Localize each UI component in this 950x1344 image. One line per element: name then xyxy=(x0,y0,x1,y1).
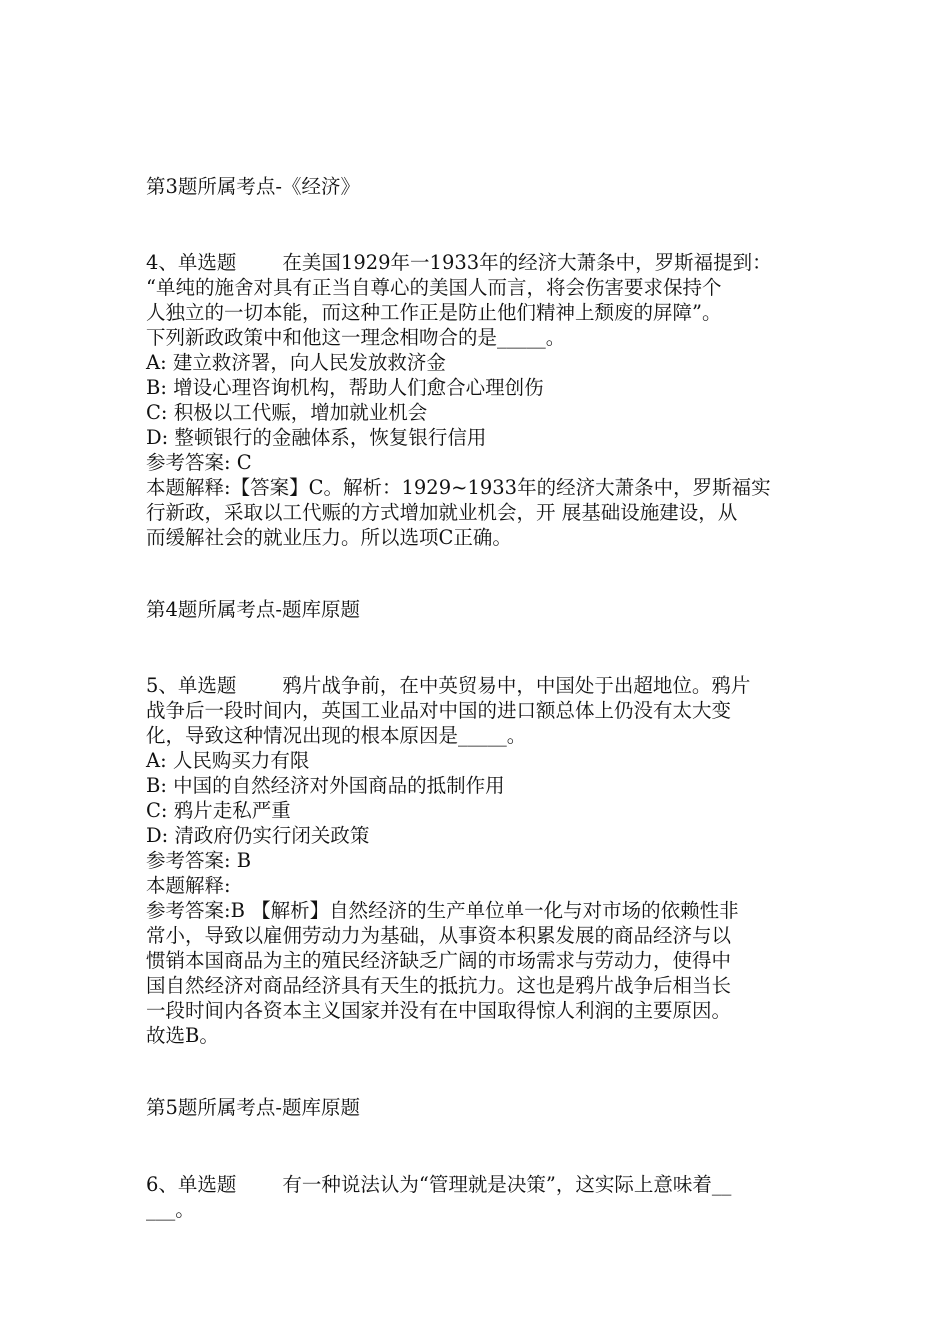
answer: 参考答案: C xyxy=(146,451,252,474)
question-stem-line: 化，导致这种情况出现的根本原因是_____。 xyxy=(146,724,527,747)
option-b: B: 中国的自然经济对外国商品的抵制作用 xyxy=(146,774,505,797)
question-stem-line: 有一种说法认为“管理就是决策”，这实际上意味着__ xyxy=(282,1173,732,1196)
explanation-line: 而缓解社会的就业压力。所以选项C正确。 xyxy=(146,526,512,549)
document-page xyxy=(146,0,806,1344)
option-d: D: 清政府仍实行闭关政策 xyxy=(146,824,370,847)
question-stem-line: 下列新政政策中和他这一理念相吻合的是_____。 xyxy=(146,326,566,349)
question-stem-line: 人独立的一切本能，而这种工作正是防止他们精神上颓废的屏障”。 xyxy=(146,301,722,324)
option-c: C: 鸦片走私严重 xyxy=(146,799,291,822)
option-c: C: 积极以工代赈，增加就业机会 xyxy=(146,401,428,424)
topic-label: 第4题所属考点-题库原题 xyxy=(146,598,360,621)
explanation-line: 常小，导致以雇佣劳动力为基础，从事资本积累发展的商品经济与以 xyxy=(146,924,732,947)
explanation-line: 参考答案:B 【解析】自然经济的生产单位单一化与对市场的依赖性非 xyxy=(146,899,739,922)
option-d: D: 整顿银行的金融体系，恢复银行信用 xyxy=(146,426,487,449)
explanation-line: 一段时间内各资本主义国家并没有在中国取得惊人利润的主要原因。 xyxy=(146,999,732,1022)
question-header-line xyxy=(146,673,806,698)
answer: 参考答案: B xyxy=(146,849,252,872)
question-header-line xyxy=(146,250,806,275)
question-stem-line: 在美国1929年一1933年的经济大萧条中，罗斯福提到： xyxy=(282,251,772,274)
option-b: B: 增设心理咨询机构，帮助人们愈合心理创伤 xyxy=(146,376,544,399)
option-a: A: 人民购买力有限 xyxy=(146,749,310,772)
question-header-line xyxy=(146,1172,806,1197)
question-number: 5、单选题 xyxy=(146,674,237,697)
question-number: 6、单选题 xyxy=(146,1173,237,1196)
question-number: 4、单选题 xyxy=(146,251,237,274)
question-4 xyxy=(146,250,806,550)
question-5 xyxy=(146,673,806,1048)
explanation-label: 本题解释: xyxy=(146,874,231,897)
topic-label: 第5题所属考点-题库原题 xyxy=(146,1096,360,1119)
explanation-line: 故选B。 xyxy=(146,1024,219,1047)
question-6 xyxy=(146,1172,806,1222)
question-stem-line: ___。 xyxy=(146,1198,195,1221)
question-stem-line: 战争后一段时间内，英国工业品对中国的进口额总体上仍没有太大变 xyxy=(146,699,732,722)
explanation-line: 惯销本国商品为主的殖民经济缺乏广阔的市场需求与劳动力，使得中 xyxy=(146,949,732,972)
question-stem-line: 鸦片战争前，在中英贸易中，中国处于出超地位。鸦片 xyxy=(282,674,751,697)
explanation-line: 国自然经济对商品经济具有天生的抵抗力。这也是鸦片战争后相当长 xyxy=(146,974,732,997)
question-stem-line: “单纯的施舍对具有正当自尊心的美国人而言，将会伤害要求保持个 xyxy=(146,276,722,299)
explanation-line: 本题解释:【答案】C。解析：1929~1933年的经济大萧条中，罗斯福实 xyxy=(146,476,771,499)
explanation-line: 行新政，采取以工代赈的方式增加就业机会，开 展基础设施建设，从 xyxy=(146,501,738,524)
option-a: A: 建立救济署，向人民发放救济金 xyxy=(146,351,446,374)
topic-label: 第3题所属考点-《经济》 xyxy=(146,175,360,198)
